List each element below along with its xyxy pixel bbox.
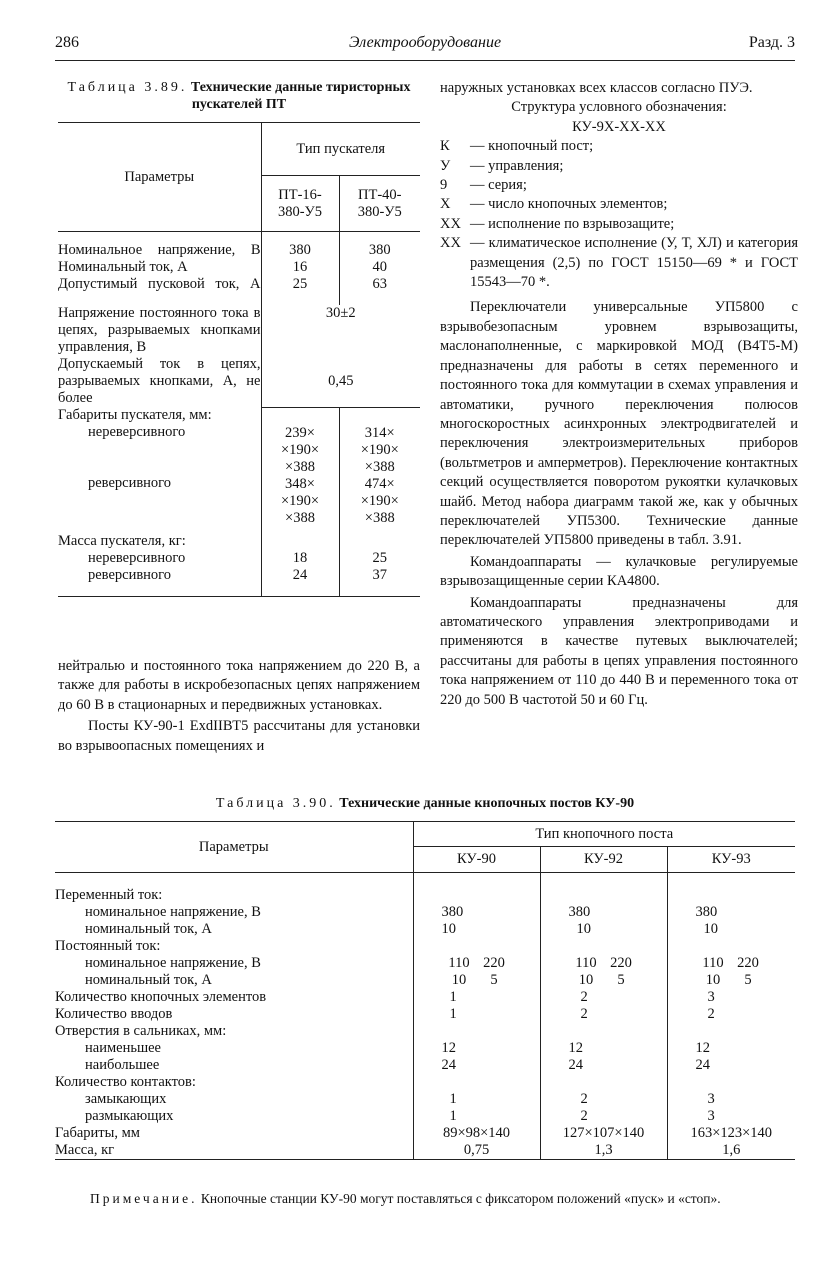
t90-label: Габариты, мм — [55, 1125, 140, 1141]
note-text: Кнопочные станции КУ-90 могут поставляться с фиксатором положений «пуск» и «стоп». — [200, 1191, 721, 1206]
t90-value: 10 — [578, 972, 594, 988]
t89-dim-part: ×190× — [280, 492, 320, 509]
t89-mass-label: Масса пускателя, кг: — [58, 532, 186, 549]
table-note — [55, 1190, 795, 1207]
legend-desc: — исполнение по взрывозащите; — [470, 215, 675, 232]
running-title: Электрооборудование — [348, 34, 502, 51]
t89-row-value: 18 — [292, 549, 308, 566]
t90-value: 1 — [449, 1091, 457, 1107]
header-rule — [55, 60, 795, 61]
t90-value: 10 — [705, 972, 721, 988]
legend-key: Х — [440, 196, 451, 213]
t90-value: 110 — [448, 955, 470, 971]
legend-item — [440, 157, 798, 176]
t89-row-value: 380 — [339, 232, 420, 260]
t89-row-value: 63 — [339, 276, 420, 305]
table-90 — [55, 821, 795, 1160]
t90-value: 12 — [441, 1040, 456, 1056]
t90-value: 5 — [617, 972, 625, 988]
t90-value: 220 — [737, 955, 759, 971]
t89-row-value: 40 — [339, 259, 420, 276]
t90-value: 1 — [449, 1108, 457, 1124]
running-header — [55, 34, 795, 58]
t90-value: 163×123×140 — [690, 1125, 773, 1141]
t89-dim-part: ×190× — [360, 441, 399, 458]
legend-item — [440, 195, 798, 214]
t89-dim-part: 239× — [285, 424, 315, 441]
paragraph: Переключатели универсальные УП5800 с взрывобезопасным уровнем взрывозащиты, маслонаполненные, с маркировкой МОД (В4Т5-М) предназначены для работы в сетях переменного и постоянного тока для коммутации в схемах управления и автоматики, ручного переключения полюсов многоскоростных асинхронных электродвигателей и переключения электроизмерительных приборов (вольтметров и амперметров). Переключение контактных секций осуществляется поворотом рукоятки кулачковых шайб. Метод набора диаграмм такой же, как у обычных переключателей УП5300. Технические данные переключателей УП5800 приведены в табл. 3.91. — [440, 299, 798, 549]
t89-dims-col-2 — [339, 407, 420, 527]
t89-mass-col-2 — [339, 527, 420, 597]
t90-value: 1 — [449, 1006, 457, 1022]
t89-dim-part: ×388 — [364, 458, 395, 475]
t90-value: 2 — [580, 1091, 588, 1107]
t90-label: номинальный ток, А — [85, 921, 212, 937]
paragraph: нейтралью и постоянного тока напряжением до 220 В, а также для работы в искробезопасных цепях напряжением до 60 В в стационарных и передвижных установках. — [58, 658, 420, 713]
t90-label: Переменный ток: — [55, 887, 163, 903]
t90-label: номинальное напряжение, В — [85, 904, 261, 920]
t89-dims-nonrev: нереверсивного — [88, 424, 186, 440]
t89-header-type: Тип пускателя — [261, 123, 420, 176]
t90-label: Количество вводов — [55, 1006, 173, 1022]
t89-dim-part: 474× — [364, 475, 395, 492]
t90-value: 12 — [695, 1040, 710, 1056]
structure-code: КУ-9Х-ХХ-ХХ — [572, 118, 666, 135]
t89-mass-rev: реверсивного — [88, 566, 172, 583]
table-90-caption-prefix: Таблица 3.90. — [215, 796, 336, 811]
t90-value: 110 — [702, 955, 724, 971]
t89-row-label — [58, 407, 261, 527]
t89-row-label: Напряжение постоянного тока в цепях, разрываемых кнопками управления, В — [58, 305, 261, 355]
t90-header-type: Тип кнопочного поста — [413, 822, 795, 847]
t89-dim-part: ×388 — [285, 509, 315, 526]
legend-desc: — климатическое исполнение (У, Т, ХЛ) и категория размещения (2,5) по ГОСТ 15150—69 * и ГОСТ 15543—70 *. — [470, 235, 798, 291]
t90-labels — [55, 873, 413, 1160]
t89-row-label: Допускаемый ток в цепях, разрываемых кнопками, А, не более — [58, 356, 261, 406]
t89-row-value: 25 — [372, 549, 387, 566]
t90-col-ku90 — [413, 873, 540, 1160]
legend-item — [440, 176, 798, 195]
legend-desc: — серия; — [470, 177, 527, 194]
t90-value: 24 — [695, 1057, 710, 1073]
t89-dims-label: Габариты пускателя, мм: — [58, 407, 212, 423]
note-prefix: Примечание. — [90, 1191, 198, 1206]
t90-type-2: КУ-92 — [540, 847, 667, 873]
t90-value: 3 — [707, 1108, 715, 1124]
t89-mass-col-1 — [261, 527, 339, 597]
t89-row-value: 16 — [261, 259, 339, 276]
t90-pair — [569, 972, 639, 989]
t90-value: 3 — [707, 1091, 715, 1107]
t90-label: Количество кнопочных элементов — [55, 989, 267, 1005]
t90-col-ku93 — [667, 873, 795, 1160]
t90-value: 220 — [483, 955, 505, 971]
t89-row-value: 37 — [372, 566, 387, 583]
legend-item — [440, 234, 798, 292]
t89-row-label: Номинальное напряжение, В — [58, 242, 261, 258]
t90-col-ku92 — [540, 873, 667, 1160]
t89-dim-part: ×190× — [360, 492, 399, 509]
legend-desc: — управления; — [470, 157, 564, 174]
t90-label: наименьшее — [85, 1040, 161, 1056]
page-number: 286 — [55, 34, 79, 51]
structure-title: Структура условного обозначения: — [511, 99, 727, 116]
t90-value: 380 — [695, 904, 718, 920]
t90-value: 1,6 — [722, 1142, 741, 1158]
legend-key: У — [440, 157, 451, 174]
paragraph: наружных установках всех классов согласно ПУЭ. — [440, 80, 753, 96]
t89-dim-part: 348× — [285, 475, 315, 492]
t90-label: Отверстия в сальниках, мм: — [55, 1023, 227, 1039]
t90-label: Постоянный ток: — [55, 938, 161, 954]
t90-value: 10 — [703, 921, 718, 937]
t89-mass-nonrev: нереверсивного — [88, 549, 186, 566]
t90-value: 10 — [451, 972, 467, 988]
t90-label: размыкающих — [85, 1108, 174, 1124]
t90-value: 10 — [576, 921, 591, 937]
t89-type-2: ПТ-40-380-У5 — [339, 176, 420, 232]
t90-label: номинальное напряжение, В — [85, 955, 261, 971]
t90-label: Количество контактов: — [55, 1074, 196, 1090]
t90-pair — [442, 972, 512, 989]
t89-row-value: 24 — [292, 566, 308, 583]
right-column — [440, 79, 798, 710]
legend-item — [440, 137, 798, 156]
t90-value: 1,3 — [594, 1142, 613, 1158]
t90-value: 24 — [441, 1057, 456, 1073]
t90-value: 0,75 — [463, 1142, 490, 1158]
t90-type-1: КУ-90 — [413, 847, 540, 873]
t90-value: 127×107×140 — [562, 1125, 645, 1141]
t90-value: 2 — [707, 1006, 715, 1022]
t89-dims-col-1 — [261, 407, 339, 527]
t90-pair — [442, 955, 512, 972]
t90-pair — [569, 955, 639, 972]
table-89 — [58, 122, 420, 597]
table-89-caption-prefix: Таблица 3.89. — [67, 80, 188, 95]
t90-value: 2 — [580, 989, 588, 1005]
t89-dim-part: 314× — [364, 424, 395, 441]
t90-value: 3 — [707, 989, 715, 1005]
t89-header-params: Параметры — [58, 123, 261, 232]
table-90-caption — [55, 796, 795, 812]
t90-label: наибольшее — [85, 1057, 160, 1073]
t89-row-value: 0,45 — [261, 356, 420, 407]
t90-value: 12 — [568, 1040, 583, 1056]
table-90-caption-title: Технические данные кнопочных постов КУ-90 — [339, 796, 635, 811]
legend-desc: — кнопочный пост; — [470, 138, 594, 155]
t90-value: 5 — [744, 972, 752, 988]
t89-type-1: ПТ-16-380-У5 — [261, 176, 339, 232]
t90-header-params: Параметры — [55, 822, 413, 873]
paragraph: Командоаппараты предназначены для автоматического управления электроприводами и применяются в качестве путевых выключателей; рассчитаны для работы в цепях управления постоянного тока напряжением от 110 до 440 В и переменного тока от 220 до 500 В частотой 50 и 60 Гц. — [440, 594, 798, 708]
t90-value: 10 — [441, 921, 456, 937]
t89-row-value: 25 — [261, 276, 339, 305]
t90-value: 2 — [580, 1108, 588, 1124]
t90-value: 220 — [610, 955, 632, 971]
t89-row-value: 380 — [261, 232, 339, 260]
t89-dim-part: ×388 — [285, 458, 315, 475]
legend-key: ХХ — [440, 235, 461, 252]
t89-dims-rev: реверсивного — [88, 475, 172, 491]
t90-pair — [696, 955, 766, 972]
legend-desc: — число кнопочных элементов; — [470, 196, 668, 213]
section-label: Разд. 3 — [748, 34, 795, 51]
left-column — [58, 657, 420, 756]
paragraph: Командоаппараты — кулачковые регулируемые взрывозащищенные серии КА4800. — [440, 553, 798, 590]
table-89-caption-title: Технические данные тиристорных пускателей ПТ — [190, 80, 411, 112]
t90-label: номинальный ток, А — [85, 972, 212, 988]
t90-value: 380 — [568, 904, 591, 920]
table-89-caption — [58, 79, 420, 113]
t90-value: 89×98×140 — [442, 1125, 511, 1141]
t89-dim-part: ×190× — [280, 441, 320, 458]
t90-value: 2 — [580, 1006, 588, 1022]
t90-value: 24 — [568, 1057, 583, 1073]
legend-key: К — [440, 138, 450, 155]
t90-value: 380 — [441, 904, 464, 920]
t90-label: Масса, кг — [55, 1142, 115, 1158]
t90-label: замыкающих — [85, 1091, 167, 1107]
t89-row-label: Допустимый пусковой ток, А — [58, 276, 261, 292]
t90-value: 5 — [490, 972, 498, 988]
t90-type-3: КУ-93 — [667, 847, 795, 873]
t90-value: 110 — [575, 955, 597, 971]
t89-row-label: Номинальный ток, А — [58, 259, 188, 275]
t90-value: 1 — [449, 989, 457, 1005]
legend-item — [440, 215, 798, 234]
paragraph: Посты КУ-90-1 ExdIIВТ5 рассчитаны для установки во взрывоопасных помещениях и — [58, 718, 420, 754]
legend-key: ХХ — [440, 215, 461, 232]
t89-dim-part: ×388 — [364, 509, 395, 526]
legend-key: 9 — [440, 177, 448, 194]
t90-pair — [696, 972, 766, 989]
t89-row-value: 30±2 — [261, 305, 420, 356]
t89-mass-labels — [58, 527, 261, 597]
